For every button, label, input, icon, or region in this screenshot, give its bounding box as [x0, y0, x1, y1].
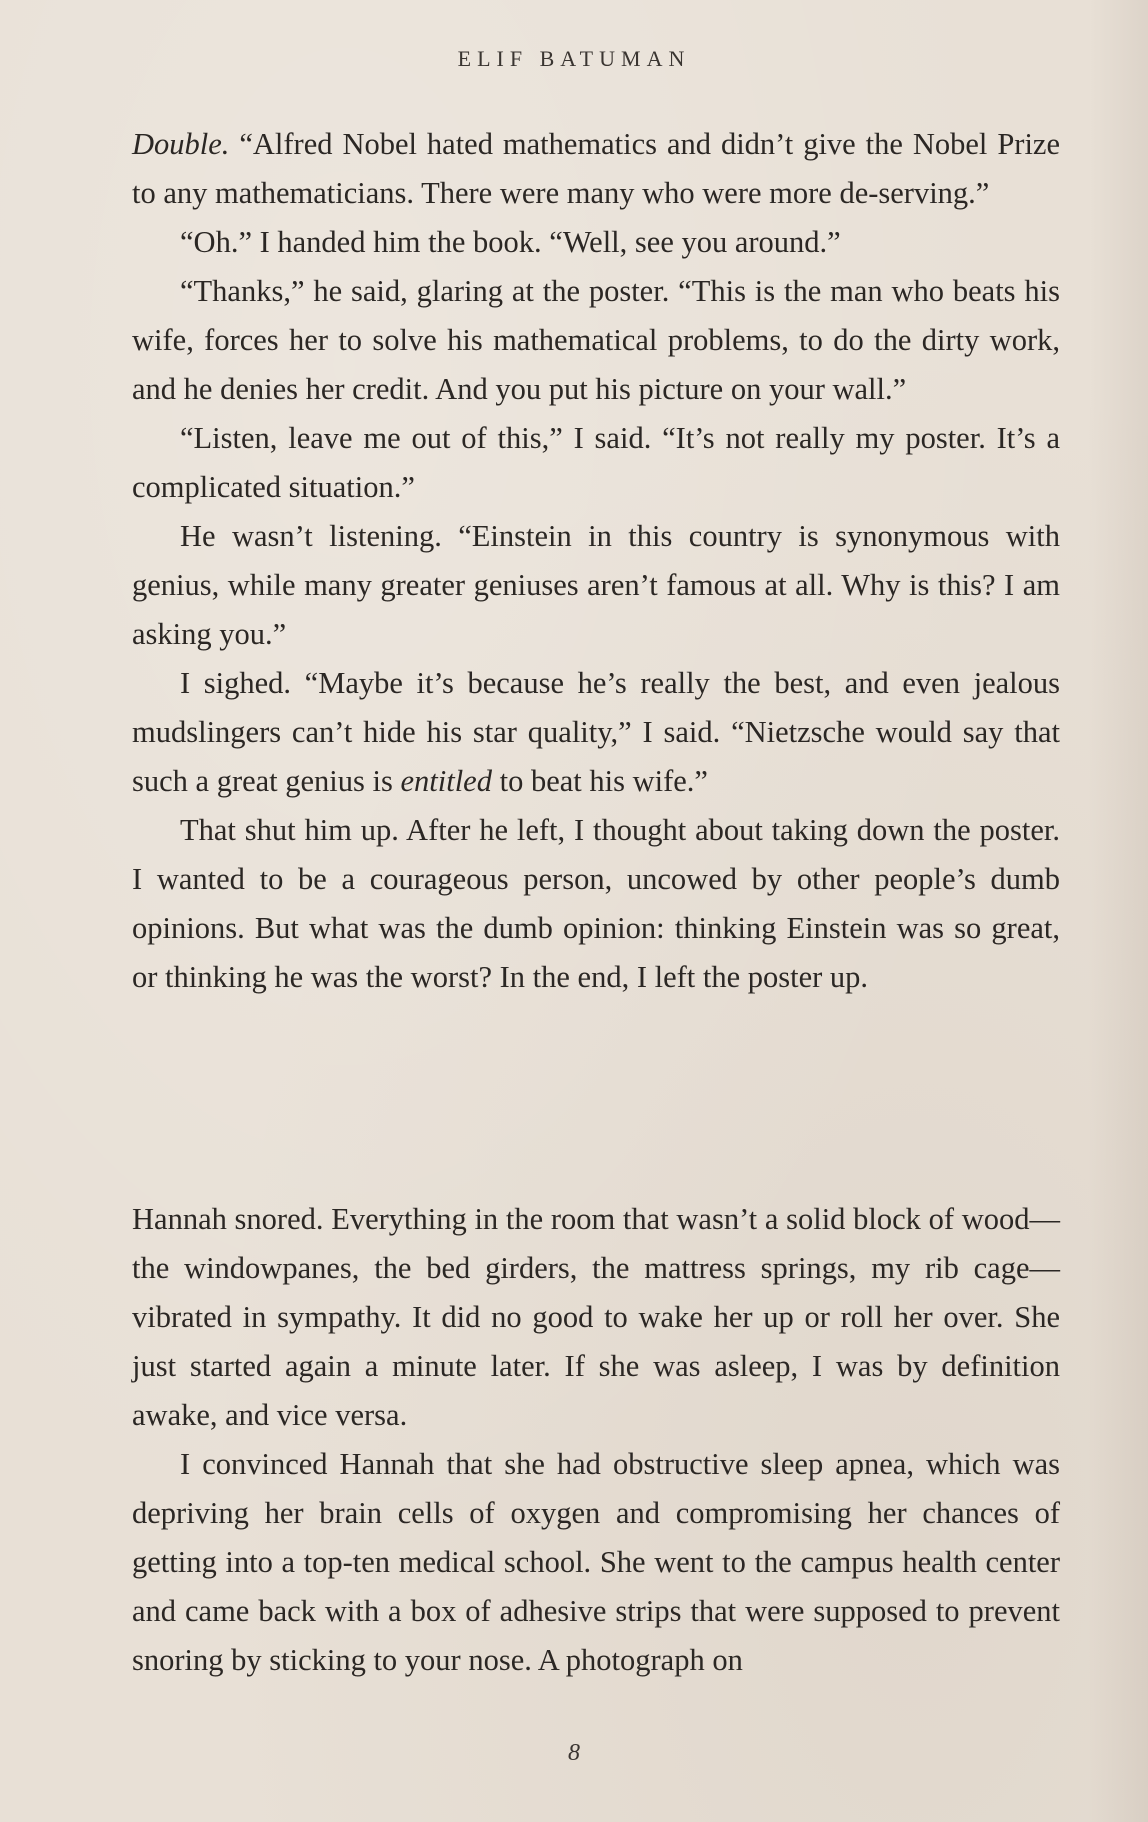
paragraph-7: That shut him up. After he left, I thought about taking down the poster. I wanted to be a courageous person, uncowed by other people’s dumb opinions. But what was the dumb opinion: thinking Einstein was so great, or thinking he was the worst? In the end, I left the poster up.	[132, 813, 1060, 994]
text-section-1	[132, 120, 1060, 1002]
page-number: 8	[568, 1740, 580, 1766]
text-section-2	[132, 1195, 1060, 1685]
paragraph-6-after: to beat his wife.”	[491, 764, 708, 798]
paragraph-6-italic: entitled	[400, 764, 492, 798]
running-head: ELIF BATUMAN	[457, 46, 691, 71]
italic-lead: Double.	[132, 127, 230, 161]
paragraph-1-text: “Alfred Nobel hated mathematics and didn’t give the Nobel Prize to any mathematicians. There were many who were more de-serving.”	[132, 127, 1060, 210]
page-edge-shadow	[1088, 0, 1148, 1822]
paragraph-9: I convinced Hannah that she had obstructive sleep apnea, which was depriving her brain cells of oxygen and compromising her chances of getting into a top-ten medical school. She went to the campus health center and came back with a box of adhesive strips that were supposed to prevent snoring by sticking to your nose. A photograph on	[132, 1447, 1060, 1677]
paragraph-6-before: I sighed. “Maybe it’s because he’s really the best, and even jealous mudslingers can’t hide his star quality,” I said. “Nietzsche would say that such a great genius is	[132, 666, 1060, 798]
paragraph-3: “Thanks,” he said, glaring at the poster. “This is the man who beats his wife, forces her to solve his mathematical problems, to do the dirty work, and he denies her credit. And you put his picture on your wall.”	[132, 274, 1060, 406]
paragraph-5: He wasn’t listening. “Einstein in this country is synonymous with genius, while many greater geniuses aren’t famous at all. Why is this? I am asking you.”	[132, 519, 1060, 651]
paragraph-6	[132, 659, 1060, 806]
paragraph-4: “Listen, leave me out of this,” I said. “It’s not really my poster. It’s a complicated situation.”	[132, 421, 1060, 504]
paragraph-1	[132, 120, 1060, 218]
paragraph-2: “Oh.” I handed him the book. “Well, see you around.”	[180, 225, 841, 259]
paragraph-8: Hannah snored. Everything in the room that wasn’t a solid block of wood—the windowpanes, the bed girders, the mattress springs, my rib cage—vibrated in sympathy. It did no good to wake her up or roll her over. She just started again a minute later. If she was asleep, I was by definition awake, and vice versa.	[132, 1202, 1060, 1432]
